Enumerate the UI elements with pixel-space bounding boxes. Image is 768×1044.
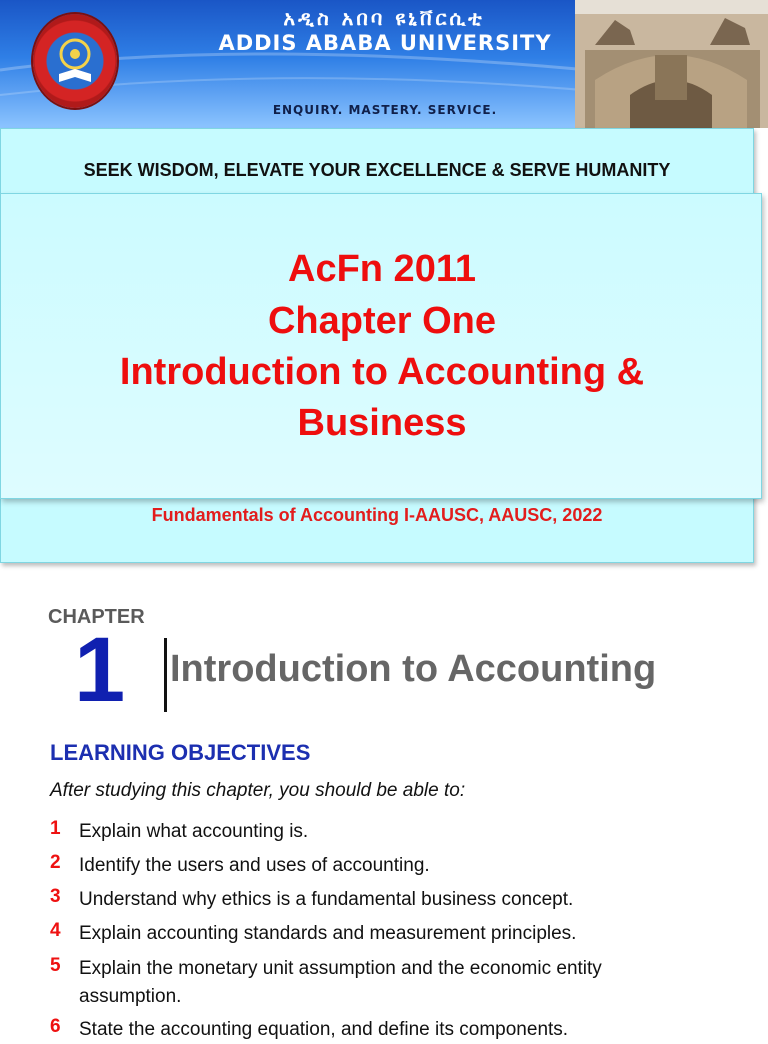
university-building-image	[575, 0, 768, 128]
chapter-label: CHAPTER	[48, 606, 145, 628]
objective-number: 2	[50, 852, 61, 873]
objective-number: 5	[50, 955, 61, 976]
objective-text: Explain the monetary unit assumption and the economic entity assumption.	[79, 958, 602, 1007]
objective-text: Identify the users and uses of accounting.	[79, 855, 430, 876]
objective-text: Explain accounting standards and measurement principles.	[79, 923, 577, 944]
learning-objectives-heading: LEARNING OBJECTIVES	[50, 740, 311, 765]
slogan: SEEK WISDOM, ELEVATE YOUR EXCELLENCE & SERVE HUMANITY	[83, 160, 671, 180]
title-box	[0, 193, 762, 499]
objective-number: 1	[50, 818, 61, 839]
university-motto: ENQUIRY. MASTERY. SERVICE.	[272, 103, 498, 117]
university-name-amharic: አዲስ አበባ ዩኒቨርሲቲ	[283, 6, 485, 30]
chapter-heading: Introduction to Accounting	[170, 648, 657, 690]
learning-objectives-intro: After studying this chapter, you should be able to:	[50, 780, 466, 801]
chapter-title: Chapter One	[267, 300, 497, 342]
objective-text: Explain what accounting is.	[79, 821, 309, 842]
objective-number: 3	[50, 886, 61, 907]
objective-number: 6	[50, 1016, 61, 1037]
course-code: AcFn 2011	[288, 248, 476, 290]
objective-text: State the accounting equation, and define its components.	[79, 1019, 569, 1040]
university-banner	[0, 0, 768, 128]
course-subtitle: Fundamentals of Accounting I-AAUSC, AAUSC, 2022	[151, 505, 603, 525]
objective-text: Understand why ethics is a fundamental business concept.	[79, 889, 574, 910]
chapter-divider	[164, 638, 167, 712]
topic-line-1: Introduction to Accounting &	[119, 351, 645, 393]
chapter-number: 1	[74, 619, 126, 721]
objective-number: 4	[50, 920, 61, 941]
topic-line-2: Business	[297, 402, 467, 444]
university-name: ADDIS ABABA UNIVERSITY	[218, 31, 552, 55]
